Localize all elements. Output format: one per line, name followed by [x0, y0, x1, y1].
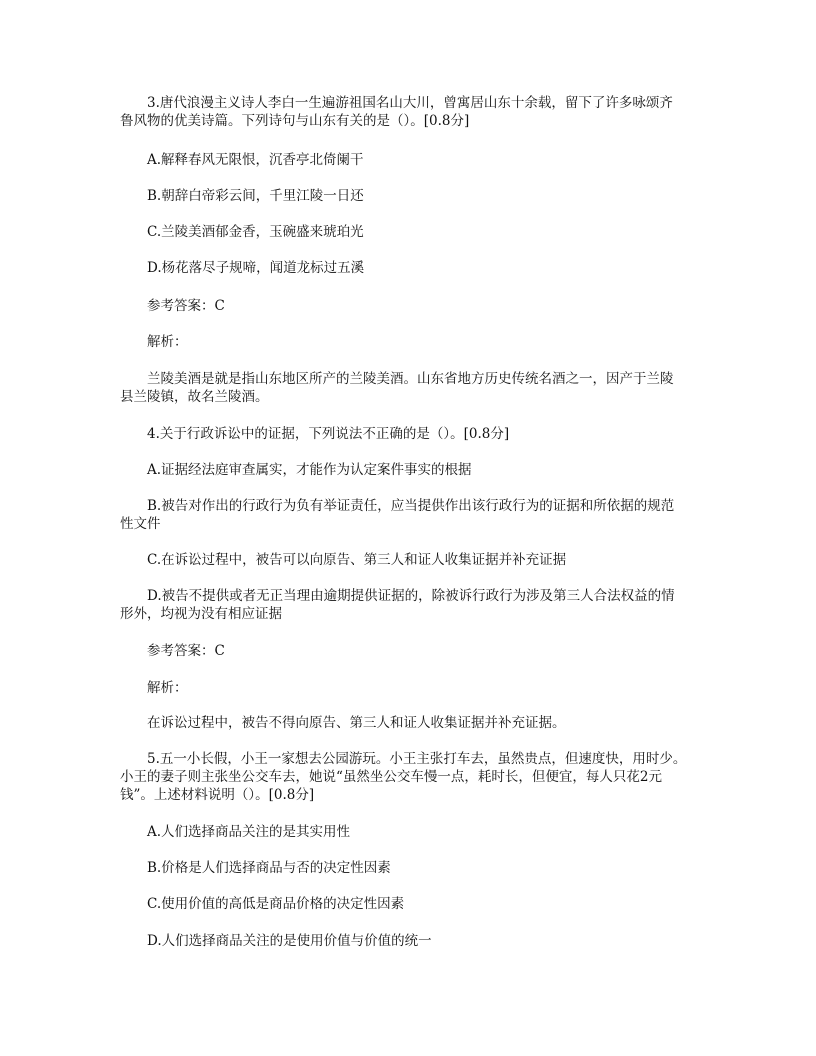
question-5-option-b: B.价格是人们选择商品与否的决定性因素: [147, 860, 391, 876]
question-3-analysis-line1: 兰陵美酒是就是指山东地区所产的兰陵美酒。山东省地方历史传统名酒之一，因产于兰陵: [147, 371, 674, 387]
question-4-analysis-label: 解析：: [147, 680, 188, 696]
question-5-stem: [120, 750, 705, 804]
question-3-analysis: [120, 370, 705, 406]
question-4-option-b: [120, 497, 705, 533]
question-3-analysis-label: 解析：: [147, 334, 188, 350]
question-4-option-b-line2: 性文件: [120, 516, 161, 532]
question-5-stem-line2: 小王的妻子则主张坐公交车去，她说“虽然坐公交车慢一点，耗时长，但便宜，每人只花2元: [120, 769, 662, 785]
question-5-option-d: D.人们选择商品关注的是使用价值与价值的统一: [147, 933, 432, 949]
question-3-answer: 参考答案：C: [147, 298, 225, 314]
question-4-option-d-line1: D.被告不提供或者无正当理由逾期提供证据的，除被诉行政行为涉及第三人合法权益的情: [147, 588, 675, 604]
question-4-option-a: A.证据经法庭审查属实，才能作为认定案件事实的根据: [147, 462, 472, 478]
question-4-option-c: C.在诉讼过程中，被告可以向原告、第三人和证人收集证据并补充证据: [147, 552, 567, 568]
question-5-stem-line3: 钱”。上述材料说明（）。[0.8分]: [120, 787, 315, 803]
question-3-option-c: C.兰陵美酒郁金香，玉碗盛来琥珀光: [147, 224, 364, 240]
question-4-analysis: 在诉讼过程中，被告不得向原告、第三人和证人收集证据并补充证据。: [147, 715, 566, 731]
question-4-option-d-line2: 形外，均视为没有相应证据: [120, 606, 282, 622]
question-4-stem: 4.关于行政诉讼中的证据，下列说法不正确的是（）。[0.8分]: [147, 426, 510, 442]
question-5-stem-line1: 5.五一小长假，小王一家想去公园游玩。小王主张打车去，虽然贵点，但速度快，用时少。: [147, 751, 687, 767]
question-3-option-b: B.朝辞白帝彩云间，千里江陵一日还: [147, 188, 364, 204]
question-4-option-b-line1: B.被告对作出的行政行为负有举证责任，应当提供作出该行政行为的证据和所依据的规范: [147, 498, 675, 514]
question-3-stem: [120, 94, 705, 130]
question-5-option-c: C.使用价值的高低是商品价格的决定性因素: [147, 896, 405, 912]
question-3-stem-line1: 3.唐代浪漫主义诗人李白一生遍游祖国名山大川，曾寓居山东十余载，留下了许多咏颂齐: [147, 95, 673, 111]
question-5-option-a: A.人们选择商品关注的是其实用性: [147, 824, 351, 840]
question-4-option-d: [120, 587, 705, 623]
question-3-analysis-line2: 县兰陵镇，故名兰陵酒。: [120, 389, 269, 405]
question-4-answer: 参考答案：C: [147, 643, 225, 659]
question-3-option-d: D.杨花落尽子规啼，闻道龙标过五溪: [147, 260, 365, 276]
question-3-option-a: A.解释春风无限恨，沉香亭北倚阑干: [147, 152, 364, 168]
question-3-stem-line2: 鲁风物的优美诗篇。下列诗句与山东有关的是（）。[0.8分]: [120, 113, 470, 129]
